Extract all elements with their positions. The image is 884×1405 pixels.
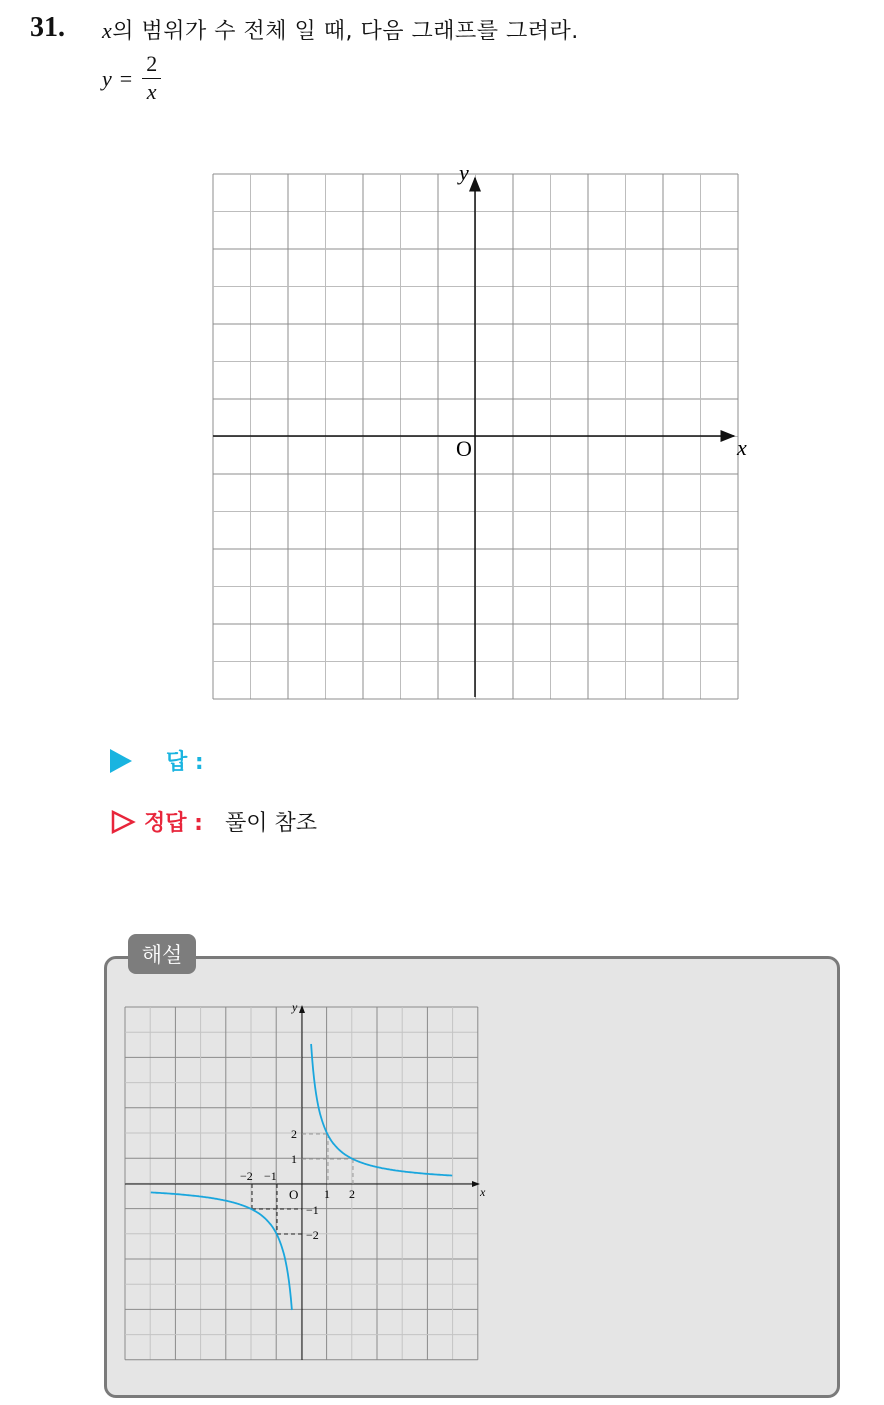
- solution-tab: 해설: [128, 934, 196, 974]
- question-sentence: 의 범위가 수 전체 일 때, 다음 그래프를 그려라.: [112, 19, 579, 44]
- question-variable: x: [102, 18, 113, 43]
- answer-row: [110, 745, 204, 776]
- answer-label: 답 :: [166, 750, 204, 775]
- outline-triangle-icon: [110, 809, 136, 835]
- hyperbola-branch-q3: [151, 1192, 292, 1310]
- solution-grid-lines: [125, 1007, 478, 1360]
- formula-numerator: 2: [142, 52, 161, 79]
- correct-answer-row: [110, 806, 317, 837]
- formula-fraction: [142, 52, 161, 105]
- formula-denominator: x: [146, 79, 157, 104]
- y-axis-label: y: [459, 160, 469, 185]
- y-tick-neg2: −2: [306, 1228, 319, 1242]
- formula: [102, 52, 161, 105]
- solution-origin-label: O: [289, 1187, 299, 1202]
- origin-label: O: [456, 436, 472, 461]
- x-tick-2: 2: [349, 1187, 355, 1201]
- solution-y-label: y: [292, 1000, 298, 1014]
- blank-grid: [200, 160, 760, 709]
- x-tick-neg1: −1: [264, 1169, 277, 1183]
- correct-label: 정답 :: [144, 811, 203, 836]
- correct-value: 풀이 참조: [224, 811, 317, 836]
- hyperbola-branch-q1: [311, 1044, 452, 1176]
- y-tick-neg1: −1: [306, 1203, 319, 1217]
- question-number: 31.: [30, 12, 65, 43]
- play-arrow-icon: [110, 749, 132, 773]
- x-axis-label: x: [737, 435, 747, 460]
- formula-equals: =: [119, 65, 133, 91]
- question-text: [102, 14, 579, 45]
- y-tick-1: 1: [291, 1152, 297, 1166]
- solution-graph: [122, 1000, 494, 1369]
- x-tick-1: 1: [324, 1187, 330, 1201]
- x-tick-neg2: −2: [240, 1169, 253, 1183]
- y-tick-2: 2: [291, 1127, 297, 1141]
- solution-x-label: x: [480, 1185, 486, 1199]
- formula-lhs: y: [102, 65, 112, 91]
